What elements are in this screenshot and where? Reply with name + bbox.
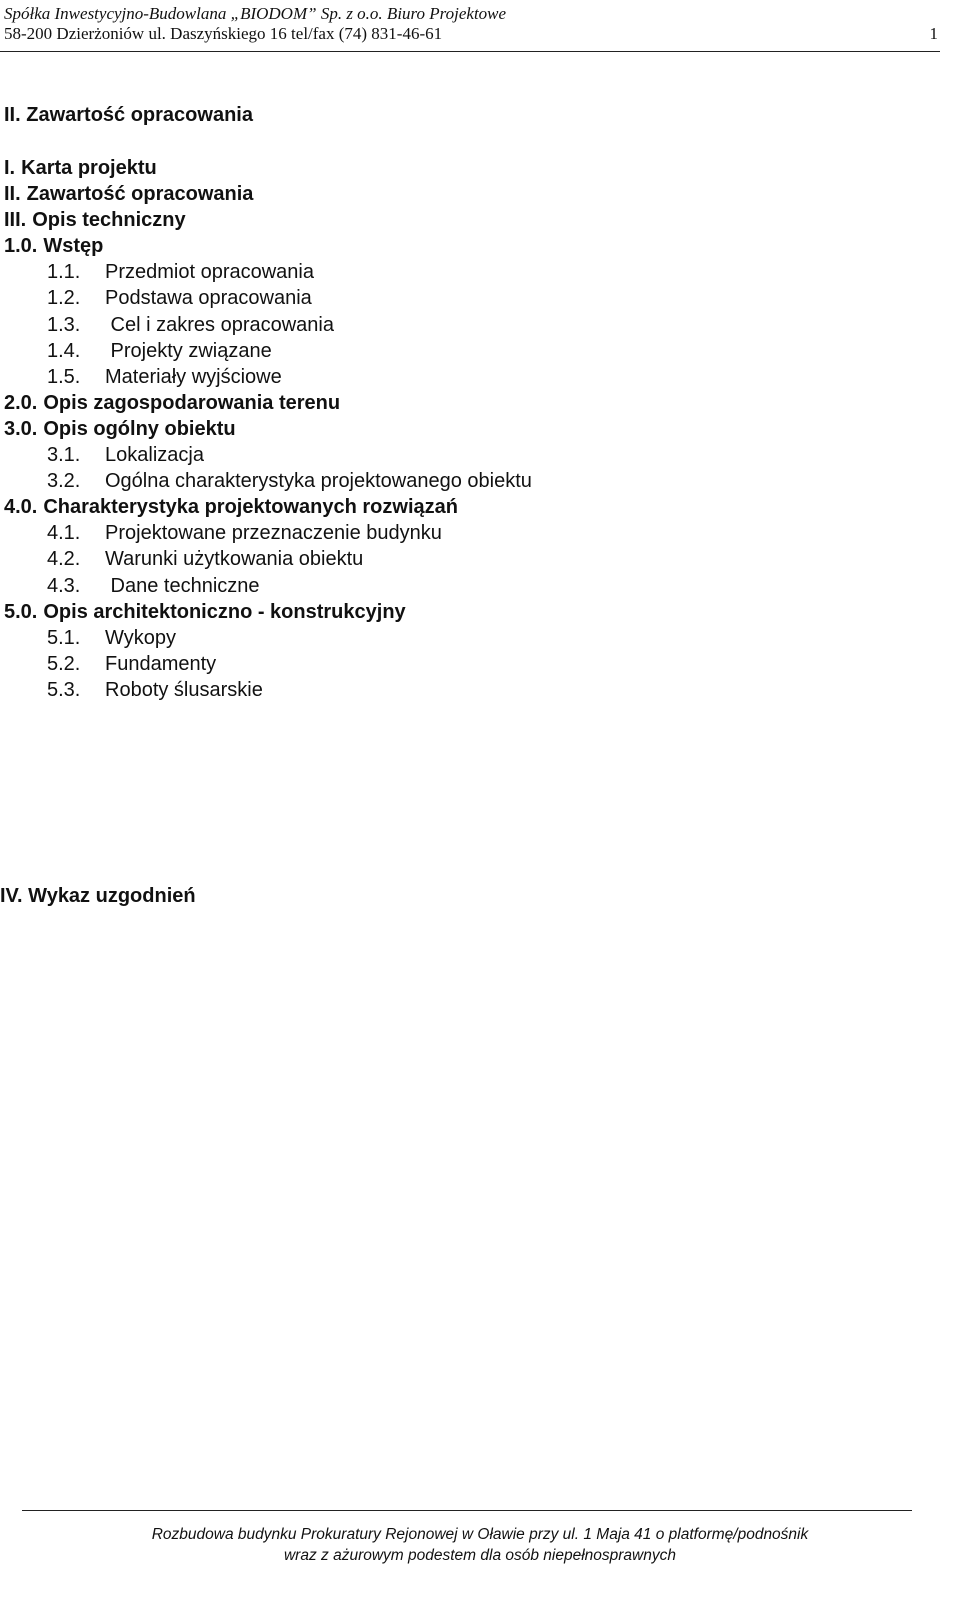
toc-item-number: 3.1.	[47, 444, 81, 467]
toc-item-label: Opis ogólny obiektu	[43, 417, 236, 440]
toc-item-number: 1.1.	[47, 261, 81, 284]
toc-item	[4, 573, 532, 599]
toc-item	[4, 155, 532, 181]
toc-item-label: Roboty ślusarskie	[105, 678, 263, 701]
footer-line-2: wraz z ażurowym podestem dla osób niepełnosprawnych	[283, 1547, 676, 1564]
toc-item-label: Lokalizacja	[105, 444, 204, 467]
toc-item-number: 4.3.	[47, 574, 81, 597]
toc-item-label: Dane techniczne	[105, 574, 260, 597]
page-number: 1	[929, 24, 938, 43]
header-divider	[0, 51, 940, 52]
toc-item-label: Cel i zakres opracowania	[105, 313, 334, 336]
toc-item-number: 4.1.	[47, 522, 81, 545]
toc-item-label: Warunki użytkowania obiektu	[105, 548, 364, 571]
section-heading: II. Zawartość opracowania	[4, 104, 253, 126]
footer-divider	[22, 1510, 912, 1511]
toc-item-number: 1.3.	[47, 313, 81, 336]
toc-item-number: 5.1.	[47, 626, 81, 649]
toc-item-number: 4.0.	[4, 496, 38, 519]
toc-item-label: Materiały wyjściowe	[105, 365, 282, 388]
toc-item	[4, 442, 532, 468]
toc-item	[4, 181, 532, 207]
toc-item	[4, 285, 532, 311]
toc-item-label: Przedmiot opracowania	[105, 261, 314, 284]
toc-item	[4, 364, 532, 390]
toc-item	[4, 390, 532, 416]
page-header	[0, 0, 960, 60]
toc-item	[4, 677, 532, 703]
toc-item-number: 1.0.	[4, 235, 38, 258]
toc-item-number: III.	[4, 209, 27, 232]
toc-item	[4, 259, 532, 285]
toc-item-number: 1.4.	[47, 339, 81, 362]
toc-item-number: 1.2.	[47, 287, 81, 310]
toc-item-label: Zawartość opracowania	[26, 183, 254, 206]
toc-item	[4, 494, 532, 520]
toc-item	[4, 207, 532, 233]
toc-item	[4, 233, 532, 259]
page-footer	[0, 1524, 960, 1566]
toc-item	[4, 312, 532, 338]
toc-item-label: Opis techniczny	[32, 209, 186, 232]
table-of-contents	[4, 155, 532, 703]
toc-item	[4, 338, 532, 364]
toc-item-label: Ogólna charakterystyka projektowanego obiektu	[105, 470, 532, 493]
toc-item	[4, 416, 532, 442]
toc-item-number: 5.2.	[47, 652, 81, 675]
toc-item	[4, 468, 532, 494]
toc-item-number: 3.0.	[4, 417, 38, 440]
toc-item-label: Karta projektu	[21, 157, 157, 179]
wykaz-heading: IV. Wykaz uzgodnień	[0, 885, 196, 907]
toc-item	[4, 546, 532, 572]
toc-item-number: II.	[4, 183, 21, 206]
toc-item-number: 1.5.	[47, 365, 81, 388]
toc-item	[4, 599, 532, 625]
toc-item	[4, 520, 532, 546]
toc-item-label: Podstawa opracowania	[105, 287, 312, 310]
toc-item-number: 5.0.	[4, 600, 38, 623]
toc-item-label: Wykopy	[105, 626, 176, 649]
toc-item-label: Projektowane przeznaczenie budynku	[105, 522, 442, 545]
footer-line-1: Rozbudowa budynku Prokuratury Rejonowej w Oławie przy ul. 1 Maja 41 o platformę/podnośnik	[151, 1526, 809, 1543]
toc-item-number: 4.2.	[47, 548, 81, 571]
toc-item-label: Projekty związane	[105, 339, 272, 362]
toc-item-number: 2.0.	[4, 391, 38, 414]
toc-item-label: Charakterystyka projektowanych rozwiązań	[43, 496, 458, 519]
toc-item-number: 3.2.	[47, 470, 81, 493]
toc-item-label: Opis architektoniczno - konstrukcyjny	[43, 600, 406, 623]
toc-item-label: Opis zagospodarowania terenu	[43, 391, 341, 414]
toc-item-label: Fundamenty	[105, 652, 217, 675]
toc-item-number: I.	[4, 157, 16, 179]
company-address: 58-200 Dzierżoniów ul. Daszyńskiego 16 tel/fax (74) 831-46-61	[4, 24, 443, 43]
company-name: Spółka Inwestycyjno-Budowlana „BIODOM” Sp. z o.o. Biuro Projektowe	[4, 4, 507, 23]
toc-item-number: 5.3.	[47, 678, 81, 701]
toc-item	[4, 625, 532, 651]
toc-item	[4, 651, 532, 677]
toc-item-label: Wstęp	[43, 235, 104, 258]
